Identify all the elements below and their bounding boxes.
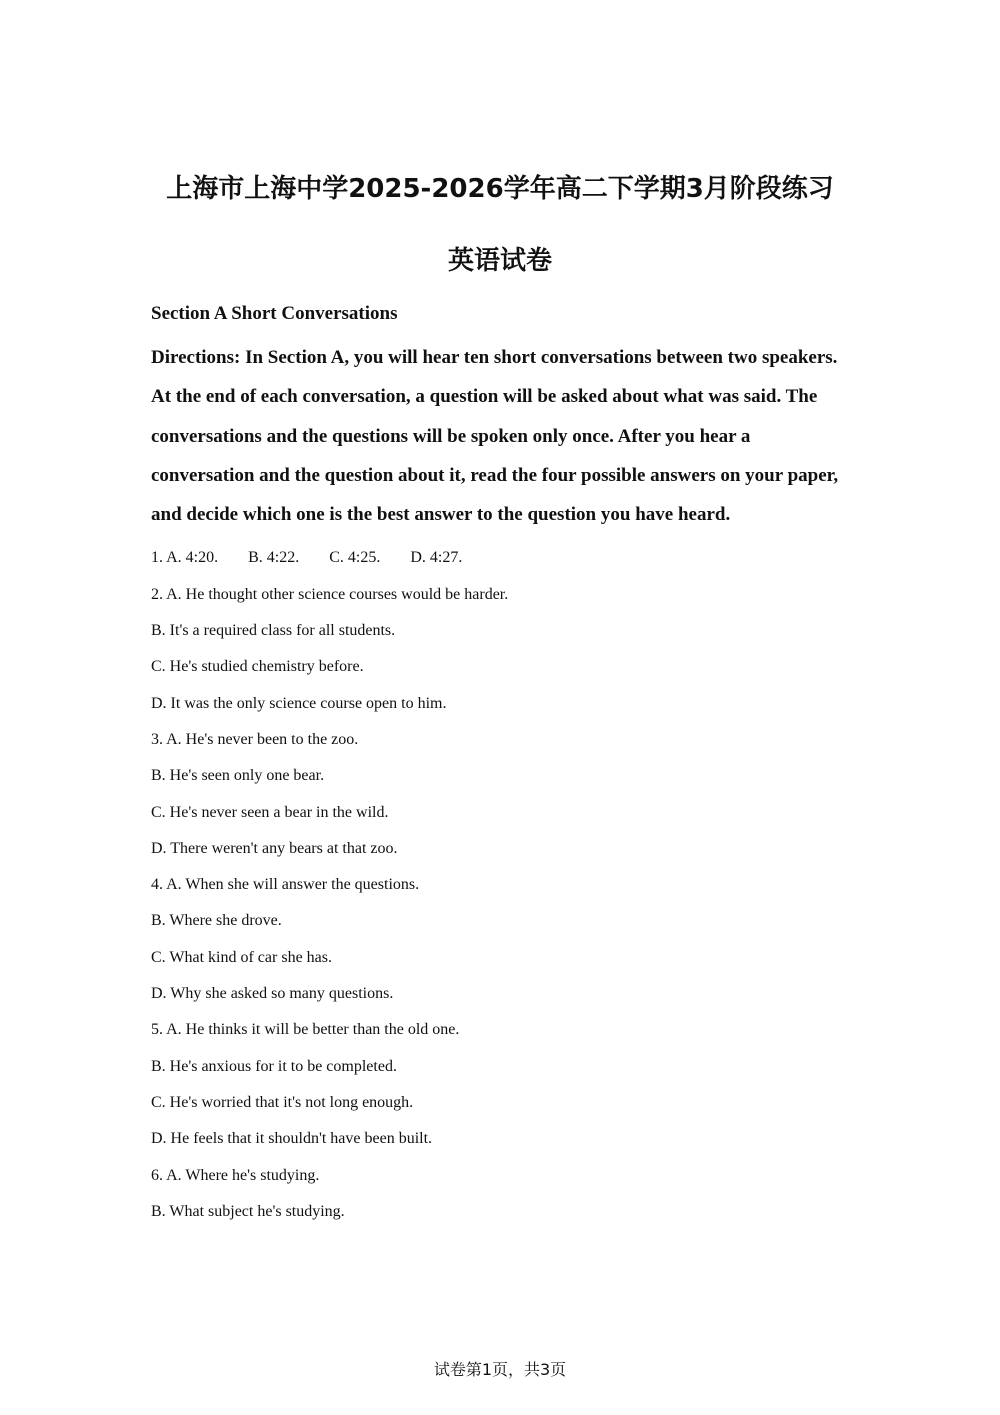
question-4-option-c: C. What kind of car she has. [151,948,332,966]
question-1-option-c: C. 4:25. [329,549,381,567]
section-heading: Section A Short Conversations [151,303,398,324]
question-2-option-a: 2. A. He thought other science courses would be harder. [151,585,509,603]
question-3-option-c: C. He's never seen a bear in the wild. [151,803,389,821]
question-5-option-c: C. He's worried that it's not long enough. [151,1093,414,1111]
question-1-option-d: D. 4:27. [410,549,463,567]
question-6-option-b: B. What subject he's studying. [151,1202,345,1220]
question-1-options [151,540,856,576]
exam-subtitle: 英语试卷 [447,246,552,276]
page-footer: 试卷第1页，共3页 [433,1360,567,1379]
question-4-option-b: B. Where she drove. [151,912,282,930]
question-5-option-a: 5. A. He thinks it will be better than the old one. [151,1021,460,1039]
question-4-option-d: D. Why she asked so many questions. [151,985,394,1003]
question-3-option-d: D. There weren't any bears at that zoo. [151,839,398,857]
exam-content [151,300,856,1230]
question-2-option-b: B. It's a required class for all students. [151,622,396,640]
question-4-option-a: 4. A. When she will answer the questions. [151,876,420,894]
question-3-option-b: B. He's seen only one bear. [151,767,325,785]
question-5-option-b: B. He's anxious for it to be completed. [151,1057,397,1075]
question-1-option-a: 1. A. 4:20. [151,549,219,567]
question-3-option-a: 3. A. He's never been to the zoo. [151,730,359,748]
question-2-option-d: D. It was the only science course open to him. [151,694,447,712]
section-directions: Directions: In Section A, you will hear ten short conversations between two speakers. At the end of each conversation, a question will be asked about what was said. The conversations and the questions will be spoken only once. After you hear a conversation and the question about it, read the four possible answers on your paper, and decide which one is the best answer to the question you have heard. [151,347,839,526]
question-6-option-a: 6. A. Where he's studying. [151,1166,320,1184]
question-5-option-d: D. He feels that it shouldn't have been built. [151,1130,433,1148]
question-1-option-b: B. 4:22. [248,549,300,567]
exam-title: 上海市上海中学2025-2026学年高二下学期3月阶段练习 [166,174,834,204]
question-2-option-c: C. He's studied chemistry before. [151,658,364,676]
